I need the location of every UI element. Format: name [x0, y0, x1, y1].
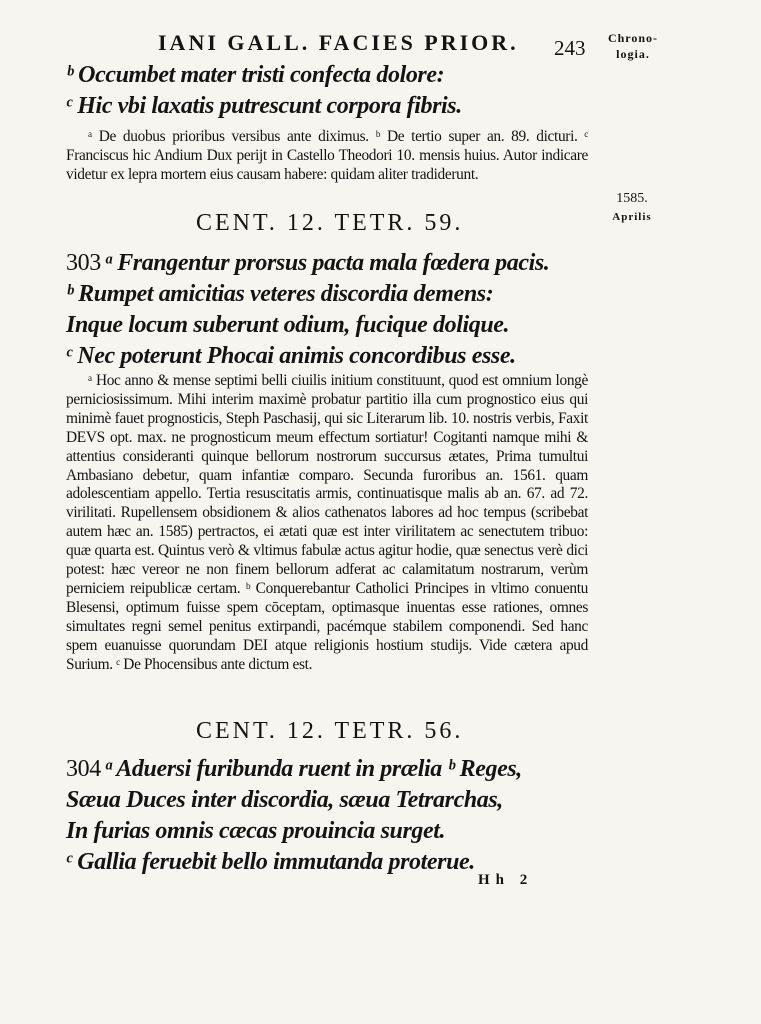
verse-line: ᶜ Hic vbi laxatis putrescunt corpora fibris.: [66, 93, 462, 119]
quatrain-number: 303: [66, 250, 101, 276]
commentary-block: [66, 372, 588, 712]
margin-month: Aprilis: [612, 211, 652, 223]
verse-line: ᶜ Nec poterunt Phocai animis concordibus esse.: [66, 343, 516, 369]
verse-line: ᵇ Occumbet mater tristi confecta dolore:: [66, 62, 445, 88]
section-heading: CENT. 12. TETR. 59.: [196, 210, 464, 236]
quatrain-number: 304: [66, 756, 101, 782]
verse-line: Sæua Duces inter discordia, sæua Tetrarchas,: [66, 787, 503, 813]
running-title: IANI GALL. FACIES PRIOR.: [158, 30, 519, 55]
verse-line: [66, 754, 586, 785]
catchword-signature: Hh 2: [478, 872, 534, 888]
verse-text: ᵃ Aduersi furibunda ruent in prælia ᵇ Reges,: [104, 756, 522, 782]
verse-line: ᶜ Gallia feruebit bello immutanda proterue.: [66, 849, 475, 875]
margin-date: [592, 190, 672, 226]
margin-year: 1585.: [616, 191, 648, 206]
page-number: 243: [554, 36, 586, 60]
margin-title: Chrono-logia.: [607, 31, 659, 61]
verse-line: In furias omnis cæcas prouincia surget.: [66, 818, 446, 844]
verse-line: ᵇ Rumpet amicitias veteres discordia demens:: [66, 281, 494, 307]
section-heading: CENT. 12. TETR. 56.: [196, 718, 464, 744]
commentary-text: ᵃ De duobus prioribus versibus ante diximus. ᵇ De tertio super an. 89. dicturi. ᶜ Franciscus hic Andium Dux perijt in Castello Theodori 10. mensis huius. Autor indicare videtur ex lepra mortem eius causam habere: quidam aliter tradiderunt.: [66, 128, 588, 183]
commentary-text: ᵃ Hoc anno & mense septimi belli ciuilis initium constituunt, quod est omnium longè perniciosissimum. Mihi interim maximè probatur partitio illa cum prognostico eius qui minimè fauet prognosticis, Steph Paschasij, qui sic Literarum lib. 10. nostris verbis, Faxit DEVS opt. max. ne prognosticum meum effectum sortiatur! Cogitanti namque mihi & attentius consideranti quinque bellorum nostrorum succursus ætates, Prima tumultui Ambasiano debetur, quam infantiæ comparo. Secunda furoribus an. 1561. quam adolescentiam appello. Tertia resuscitatis armis, continuatisque malis ab an. 67. ad 72. virilitati. Rupellensem obsidionem & alios cathenatos labores ad hoc tempus (scribebat autem hæc an. 1585) pertractos, ei ætati quæ est inter virilitatem ac senectutem tribuo: quæ quarta est. Quintus verò & vltimus fabulæ actus agitur hodie, quæ senectus verè dici potest: hæc vereor ne non finem bellorum adferat ac calamitatum nostrarum, verùm perniciem reipublicæ certam. ᵇ Conquerebantur Catholici Principes in vltimo conuentu Blesensi, optimum fuisse spem cōceptam, optimasque inuentas esse rationes, omnes simultates regni semel penitus extirpandi, pacémque stabilem componendi. Sed hanc spem euanuisse quorundam DEI atque religionis hostium studijs. Vide cætera apud Surium. ᶜ De Phocensibus ante dictum est.: [66, 372, 588, 673]
verse-line: Inque locum suberunt odium, fucique dolique.: [66, 312, 510, 338]
commentary-note: [66, 128, 588, 204]
verse-line: [66, 248, 586, 279]
verse-text: ᵃ Frangentur prorsus pacta mala fœdera pacis.: [104, 250, 550, 276]
